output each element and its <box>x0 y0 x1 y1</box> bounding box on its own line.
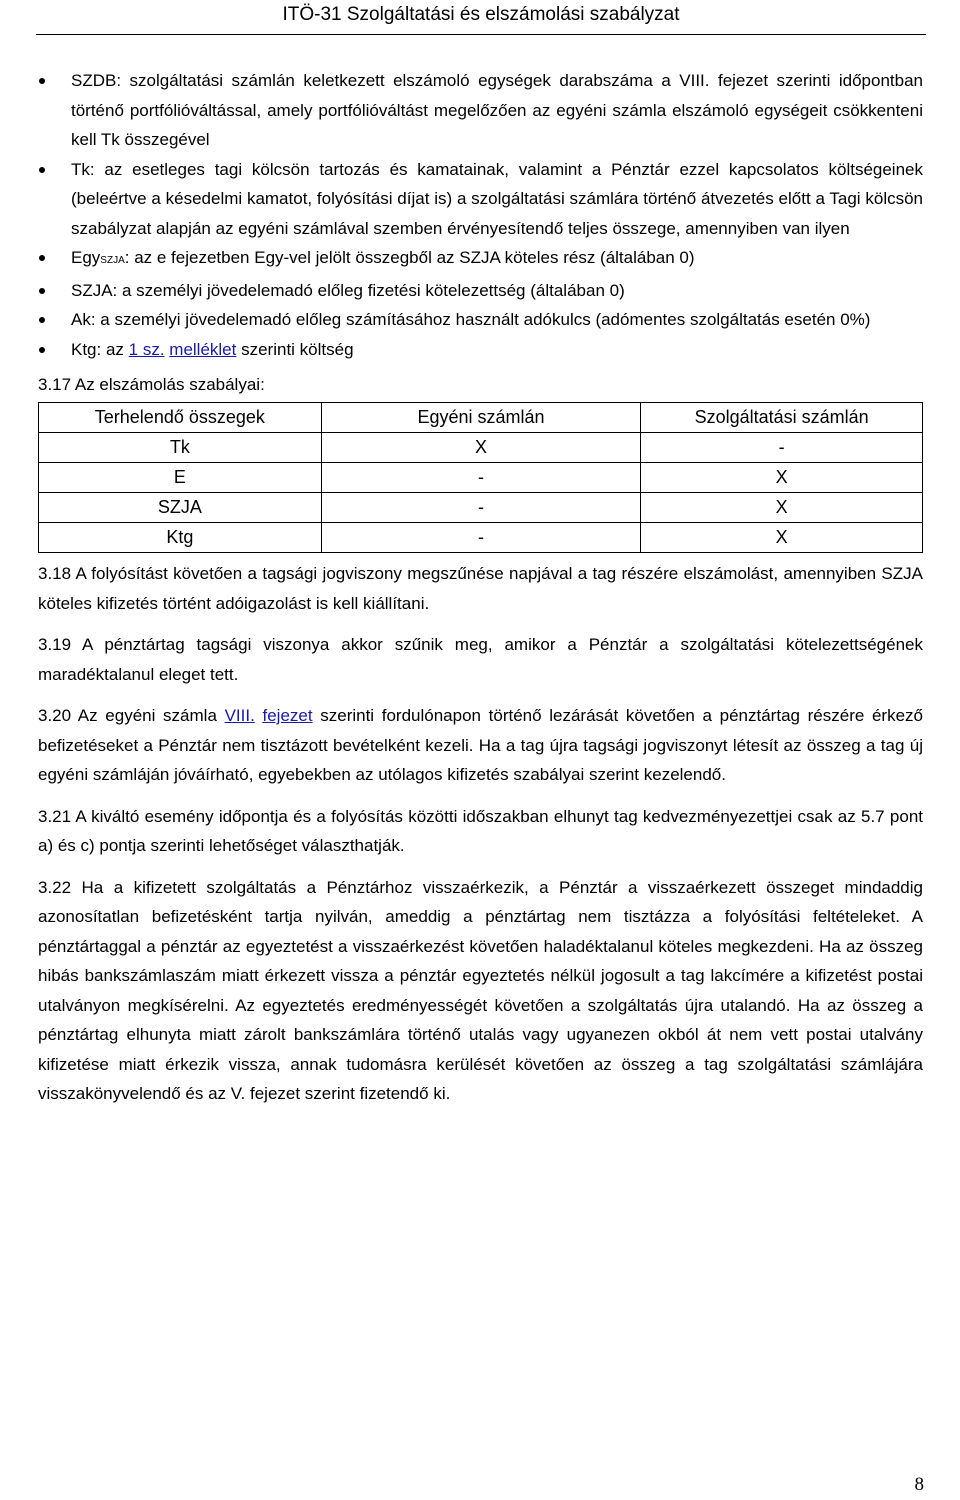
bullet-text: Ak: a személyi jövedelemadó előleg számításához használt adókulcs (adómentes szolgáltatás esetén 0%) <box>71 310 871 329</box>
table-cell: Tk <box>39 433 322 463</box>
table-cell: SZJA <box>39 493 322 523</box>
chapter-link[interactable]: fejezet <box>262 706 313 725</box>
definition-list <box>38 66 923 364</box>
page-header <box>36 0 926 35</box>
table-header-row <box>39 403 923 433</box>
bullet-icon <box>39 78 45 84</box>
table-row <box>39 433 923 463</box>
table-row <box>39 523 923 553</box>
table-row <box>39 463 923 493</box>
paragraph-3-22: 3.22 Ha a kifizetett szolgáltatás a Pénztárhoz visszaérkezik, a Pénztár a visszaérkezett összeget mindaddig azonosítatlan befizetésként tartja nyilván, ameddig a pénztártag nem tisztázza a folyósítási feltételeket. A pénztártaggal a pénztár az egyeztetést a visszaérkezést követően haladéktalanul köteles megkezdeni. Ha az összeg hibás bankszámlaszám miatt érkezett vissza a pénztár egyeztetés nélkül jogosult a tag lakcímére a kifizetést postai utalványon megkísérelni. Az egyeztetés eredményességét követően a szolgáltatás újra utalandó. Ha az összeg a pénztártag elhunyta miatt zárolt bankszámlára történő utalás vagy ugyanezen okból át nem vett postai utalvány kifizetése miatt érkezik vissza, annak tudomásra kerülését követően az összeg a tag szolgáltatási számlájára visszakönyvelendő és az V. fejezet szerint fizetendő ki. <box>38 877 923 1103</box>
paragraph-3-18: 3.18 A folyósítást követően a tagsági jogviszony megszűnése napjával a tag részére elszámolást, amennyiben SZJA köteles kifizetés történt adóigazolást is kell kiállítani. <box>38 564 923 613</box>
list-item <box>38 66 923 155</box>
table-cell: Ktg <box>39 523 322 553</box>
page-number: 8 <box>914 1474 924 1495</box>
table-cell: X <box>641 523 923 553</box>
list-item <box>38 155 923 244</box>
table-cell: X <box>641 463 923 493</box>
bullet-text: SZJA: a személyi jövedelemadó előleg fizetési kötelezettség (általában 0) <box>71 280 625 300</box>
annex-link[interactable]: melléklet <box>169 339 237 359</box>
annex-1-link[interactable]: 1 sz. <box>128 339 165 359</box>
header-title: ITÖ-31 Szolgáltatási és elszámolási szabályzat <box>282 4 680 25</box>
table-cell: - <box>641 433 923 463</box>
table-cell: - <box>321 523 641 553</box>
table-cell: X <box>641 493 923 523</box>
paragraph-3-20 <box>38 701 923 790</box>
bullet-text-main: Egy <box>71 248 101 267</box>
table-row <box>39 493 923 523</box>
list-item <box>38 305 923 335</box>
bullet-icon <box>39 167 45 173</box>
table-cell: - <box>321 463 641 493</box>
bullet-text: Tk: az esetleges tagi kölcsön tartozás és kamatainak, valamint a Pénztár ezzel kapcsolatos költségeinek (beleértve a késedelmi kamatot, folyósítási díjat is) a szolgáltatási számlára történő átvezetés előtt a Tagi kölcsön szabályzat alapján az egyéni számlával szemben érvényesítendő teljes összege, amennyiben van ilyen <box>71 159 923 238</box>
paragraph-text-after: szerinti fordulónapon történő lezárását követően a pénztártag részére érkező befizetéseket a Pénztár nem tisztázott bevételként kezeli. Ha a tag újra tagsági jogviszonyt létesít az összeg a tag új egyéni számláján jóváírható, egyebekben az utólagos kifizetés szabályai szerint kezelendő. <box>38 706 924 784</box>
bullet-icon <box>39 317 45 323</box>
column-header: Egyéni számlán <box>321 403 641 433</box>
bullet-icon <box>39 347 45 353</box>
bullet-icon <box>39 255 45 261</box>
bullet-text-subscript: SZJA <box>100 255 125 266</box>
bullet-icon <box>39 288 45 294</box>
bullet-text: SZDB: szolgáltatási számlán keletkezett elszámoló egységek darabszáma a VIII. fejezet szerinti időpontban történő portfólióváltással, amely portfólióváltást megelőzően az egyéni számla elszámoló egységeit csökkenteni kell Tk összegével <box>71 71 923 149</box>
column-header: Szolgáltatási számlán <box>641 403 923 433</box>
paragraph-3-21: 3.21 A kiváltó esemény időpontja és a folyósítás közötti időszakban elhunyt tag kedvezményezettjei csak az 5.7 pont a) és c) pontja szerinti lehetőséget választhatják. <box>38 806 923 855</box>
list-item <box>38 335 923 365</box>
table-cell: X <box>321 433 641 463</box>
settlement-rules-table <box>38 402 923 553</box>
bullet-text-before: Ktg: az <box>71 339 129 359</box>
section-3-17-title: 3.17 Az elszámolás szabályai: <box>38 375 265 394</box>
chapter-viii-link[interactable]: VIII. <box>224 706 255 725</box>
bullet-text-after: szerinti költség <box>236 339 354 359</box>
document-body <box>38 66 923 1121</box>
bullet-text-rest: : az e fejezetben Egy-vel jelölt összegből az SZJA köteles rész (általában 0) <box>124 248 695 267</box>
table-cell: - <box>321 493 641 523</box>
paragraph-text-before: 3.20 Az egyéni számla <box>38 706 225 725</box>
list-item <box>38 243 923 276</box>
list-item <box>38 276 923 306</box>
column-header: Terhelendő összegek <box>39 403 322 433</box>
paragraph-3-19: 3.19 A pénztártag tagsági viszonya akkor szűnik meg, amikor a Pénztár a szolgáltatási kötelezettségének maradéktalanul eleget tett. <box>38 635 923 684</box>
table-cell: E <box>39 463 322 493</box>
